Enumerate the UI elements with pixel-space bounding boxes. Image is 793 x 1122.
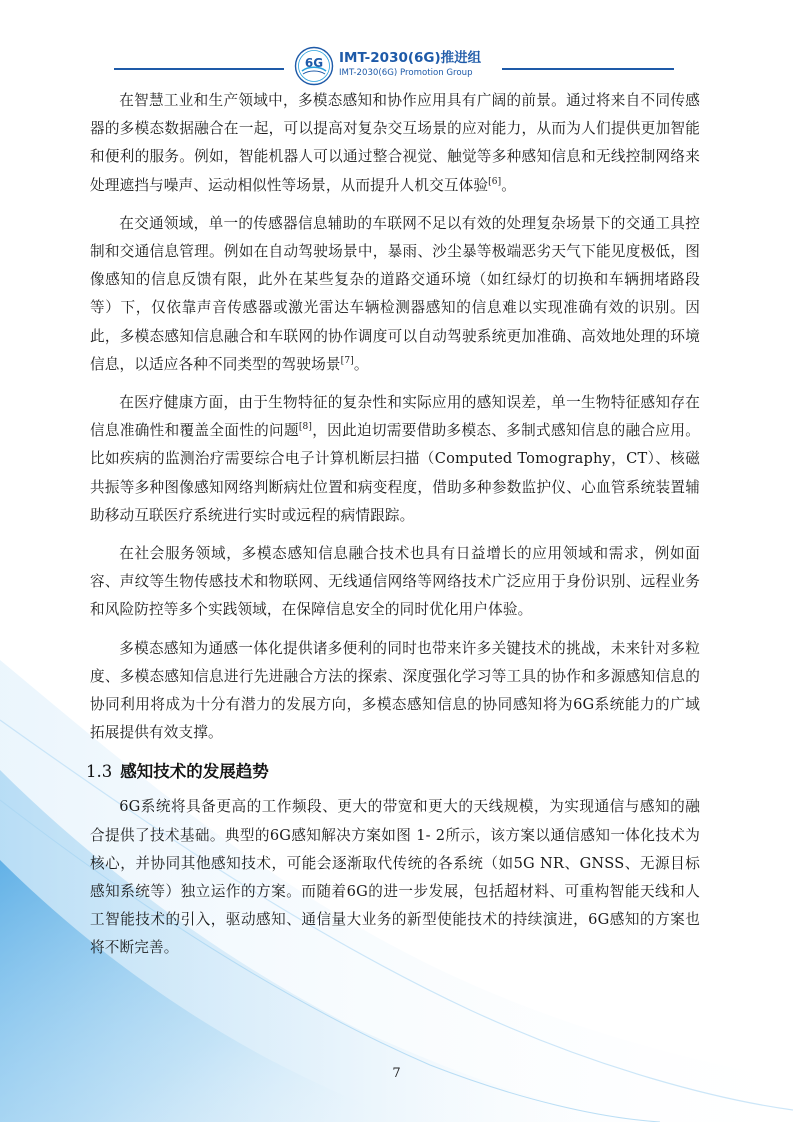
section-number: 1.3 — [86, 762, 113, 782]
paragraph-sensing-trends: 6G系统将具备更高的工作频段、更大的带宽和更大的天线规模，为实现通信与感知的融合提供了技术基础。典型的6G感知解决方案如图 1- 2所示，该方案以通信感知一体化技术为核心，并协同其他感知技术，可能会逐渐取代传统的各系统（如5G NR、GNSS、无源目标感知系统等）独立运作的方案。而随着6G的进一步发展，包括超材料、可重构智能天线和人工智能技术的引入，驱动感知、通信量大业务的新型使能技术的持续演进，6G感知的方案也将不断完善。 — [90, 798, 700, 957]
citation-ref: [7] — [340, 355, 354, 366]
paragraph-challenges: 多模态感知为通感一体化提供诸多便利的同时也带来许多关键技术的挑战，未来针对多粒度、多模态感知信息进行先进融合方法的探索、深度强化学习等工具的协作和多源感知信息的协同利用将成为十分有潜力的发展方向，多模态感知信息的协同感知将为6G系统能力的广域拓展提供有效支撑。 — [90, 639, 700, 742]
document-body — [86, 87, 700, 973]
header-brand — [339, 50, 481, 79]
page-number: 7 — [392, 1066, 401, 1081]
section-heading — [86, 757, 700, 787]
brand-title-cn: IMT-2030(6G)推进组 — [339, 50, 482, 66]
paragraph-transport: 在交通领域，单一的传感器信息辅助的车联网不足以有效的处理复杂场景下的交通工具控制和交通信息管理。例如在自动驾驶场景中，暴雨、沙尘暴等极端恶劣天气下能见度极低，图像感知的信息反馈有限，此外在某些复杂的道路交通环境（如红绿灯的切换和车辆拥堵路段等）下，仅依靠声音传感器或激光雷达车辆检测器感知的信息难以实现准确有效的识别。因此，多模态感知信息融合和车联网的协作调度可以自动驾驶系统更加准确、高效地处理的环境信息，以适应各种不同类型的驾驶场景[7]。 — [90, 214, 700, 373]
paragraph-social-services: 在社会服务领域，多模态感知信息融合技术也具有日益增长的应用领域和需求，例如面容、声纹等生物传感技术和物联网、无线通信网络等网络技术广泛应用于身份识别、远程业务和风险防控等多个实践领域，在保障信息安全的同时优化用户体验。 — [90, 545, 700, 619]
header-rule-right — [502, 68, 674, 70]
citation-ref: [8] — [298, 422, 313, 433]
imt2030-logo-icon — [294, 46, 334, 86]
paragraph-industry: 在智慧工业和生产领域中，多模态感知和协作应用具有广阔的前景。通过将来自不同传感器的多模态数据融合在一起，可以提高对复杂交互场景的应对能力，从而为人们提供更加智能和便利的服务。例如，智能机器人可以通过整合视觉、触觉等多种感知信息和无线控制网络来处理遮挡与噪声、运动相似性等场景，从而提升人机交互体验[6]。 — [90, 92, 700, 194]
paragraph-healthcare: 在医疗健康方面，由于生物特征的复杂性和实际应用的感知误差，单一生物特征感知存在信息准确性和覆盖全面性的问题[8]，因此迫切需要借助多模态、多制式感知信息的融合应用。比如疾病的监测治疗需要综合电子计算机断层扫描（Computed Tomography，CT）、核磁共振等多种图像感知网络判断病灶位置和病变程度，借助多种参数监护仪、心血管系统装置辅助移动互联医疗系统进行实时或远程的病情跟踪。 — [90, 394, 700, 524]
section-title: 感知技术的发展趋势 — [120, 762, 269, 782]
header-rule-left — [114, 68, 284, 70]
citation-ref: [6] — [488, 176, 502, 187]
svg-text:6G: 6G — [304, 56, 324, 70]
brand-title-en: IMT-2030(6G) Promotion Group — [339, 68, 473, 78]
